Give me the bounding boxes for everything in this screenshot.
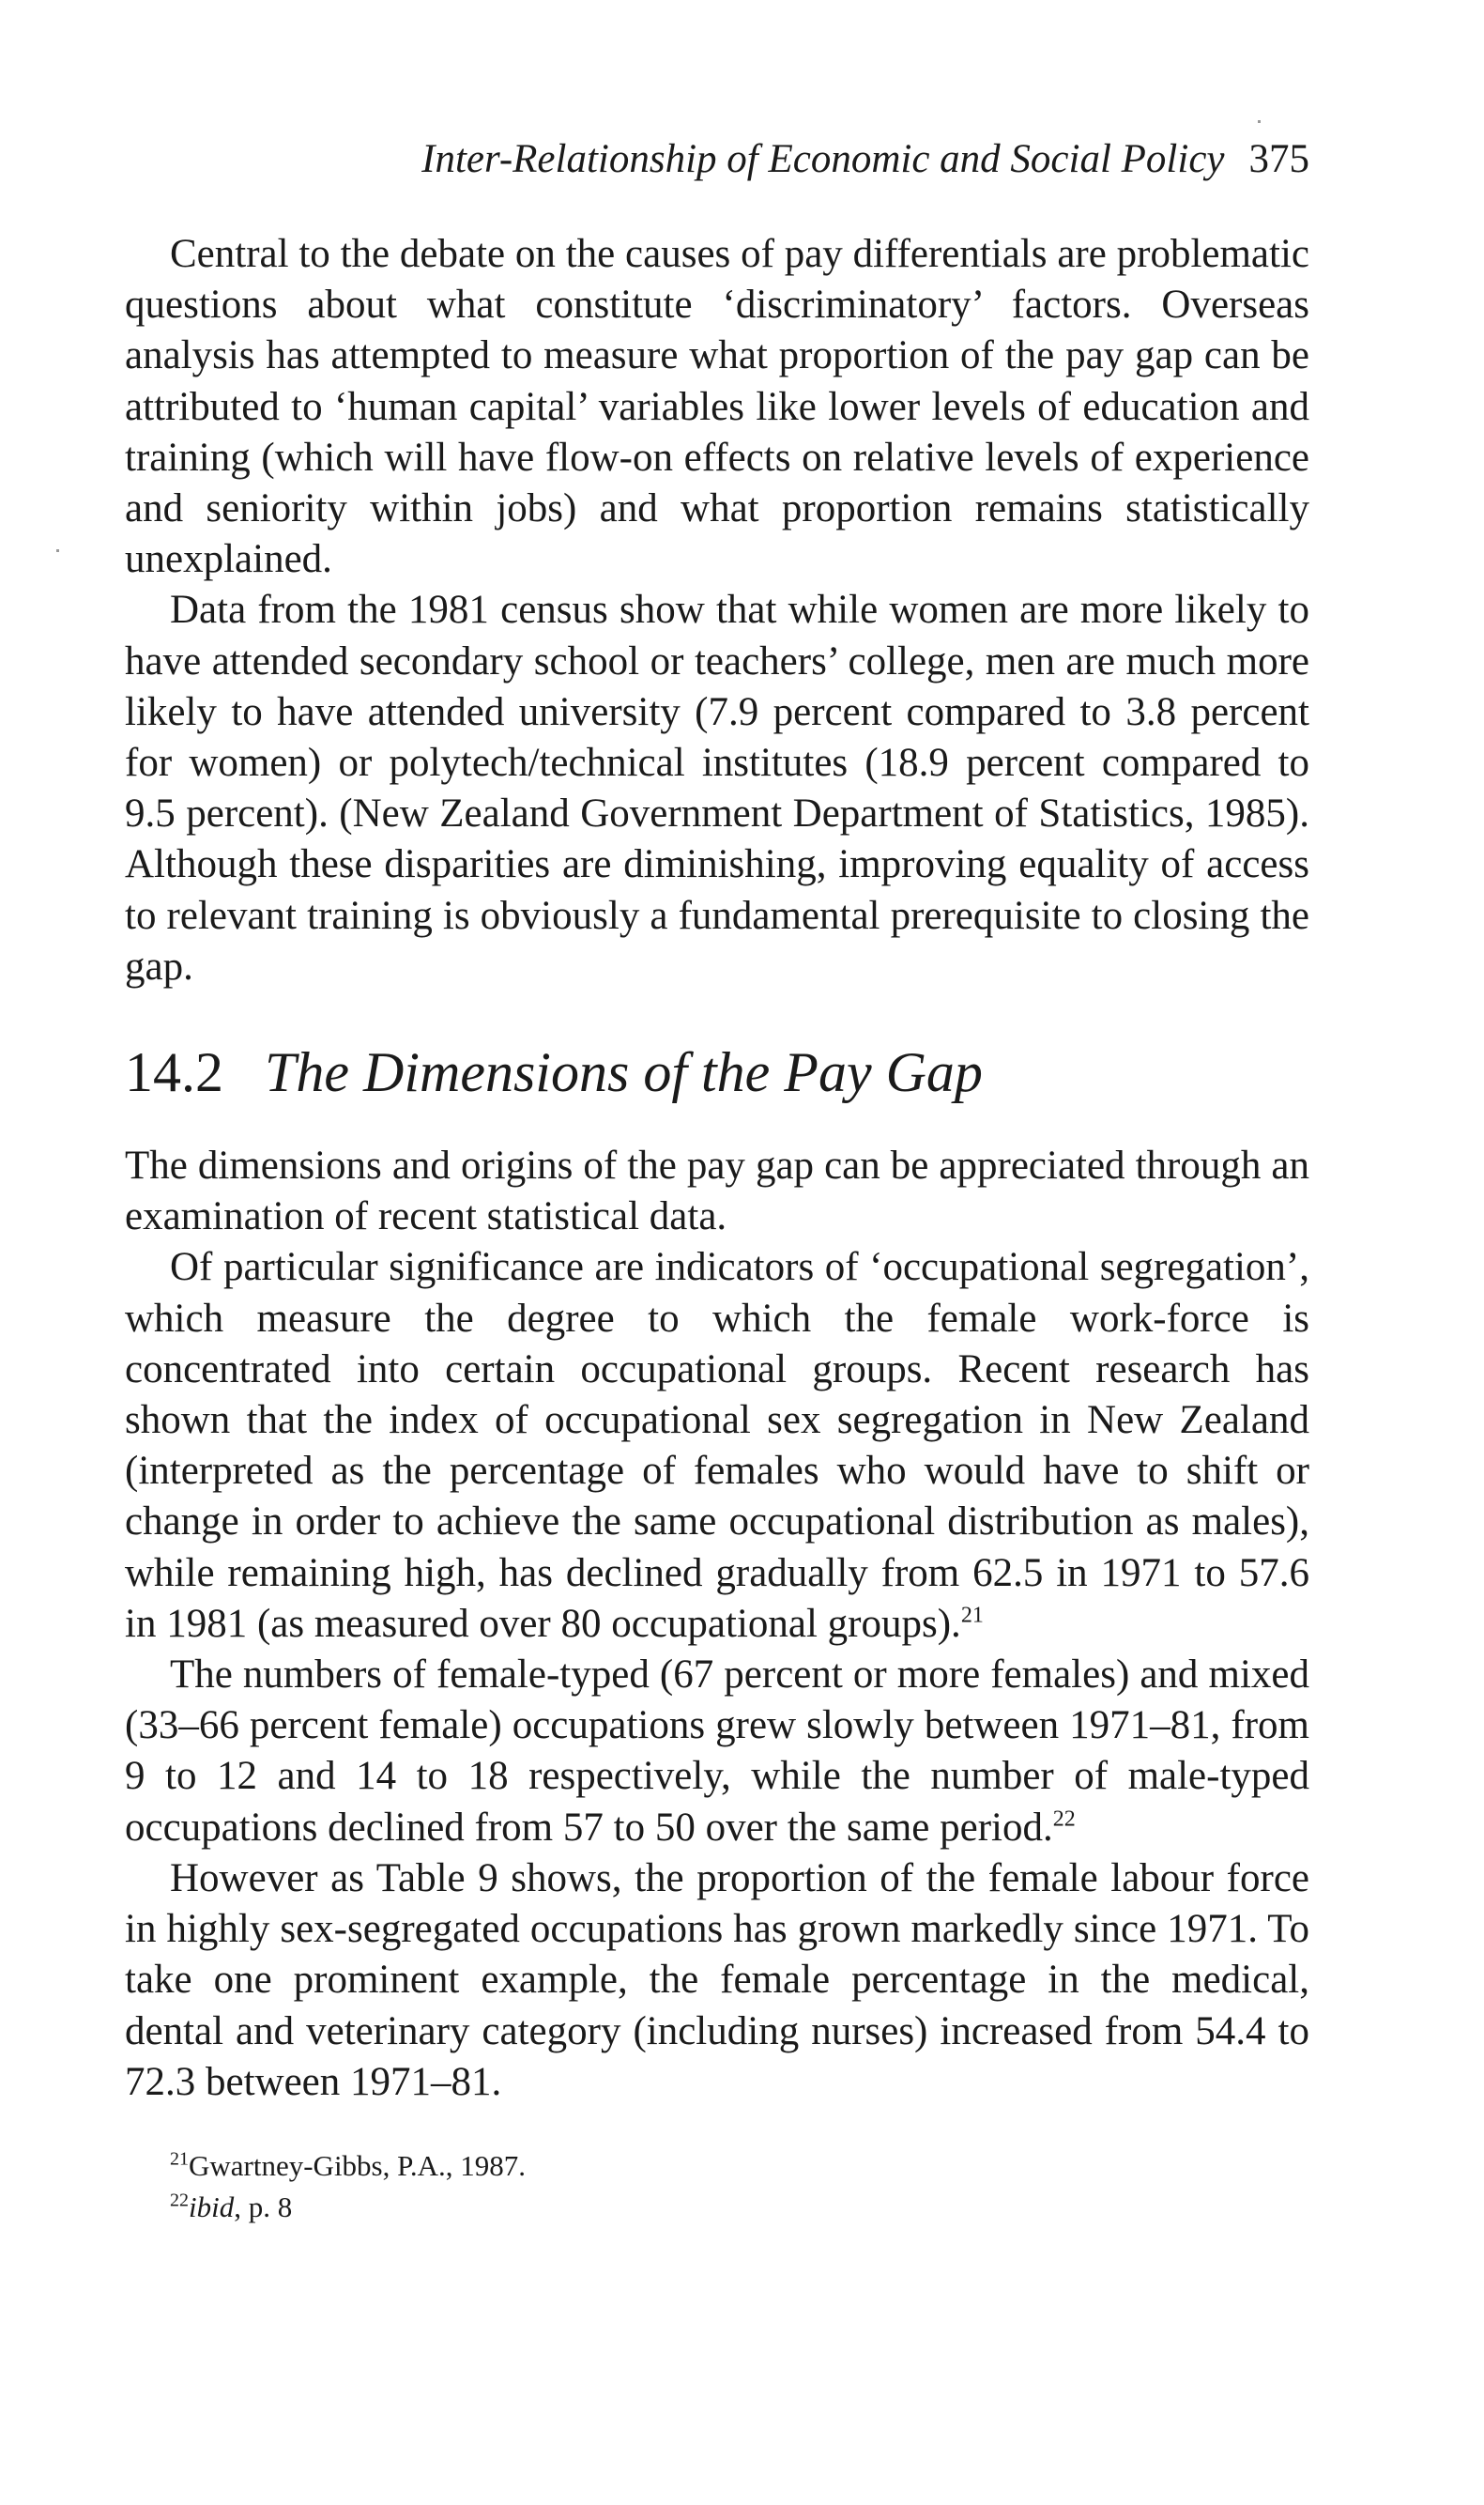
paragraph xyxy=(125,1242,1309,1650)
paragraph-text: Of particular significance are indicators of ‘occupational segregation’, which measure the degree to which the female work-force is concentrated into certain occupational groups. Recent research has shown that the index of occupational sex segregation in New Zealand (interpreted as the percentage of females who would have to shift or change in order to achieve the same occupational distribution as males), while remaining high, has declined gradually from 62.5 in 1971 to 57.6 in 1981 (as measured over 80 occupational groups). xyxy=(125,1245,1309,1646)
footnote xyxy=(125,2145,1309,2187)
running-head-title: Inter-Relationship of Economic and Social Policy xyxy=(421,137,1225,181)
paragraph: However as Table 9 shows, the proportion of the female labour force in highly sex-segregated occupations has grown markedly since 1971. To take one prominent example, the female percentage in the medical, dental and veterinary category (including nurses) increased from 54.4 to 72.3 between 1971–81. xyxy=(125,1855,1309,2104)
paragraph xyxy=(125,1650,1309,1853)
footnote-text-italic: ibid xyxy=(189,2190,235,2223)
section-title: The Dimensions of the Pay Gap xyxy=(265,1041,983,1104)
footnote-text: Gwartney-Gibbs, P.A., 1987. xyxy=(189,2148,527,2182)
margin-mark xyxy=(1258,120,1261,123)
paragraph-text: The numbers of female-typed (67 percent or more females) and mixed (33–66 percent female) occupations grew slowly between 1971–81, from 9 to 12 and 14 to 18 respectively, while the number of male-typed occupations declined from 57 to 50 over the same period. xyxy=(125,1652,1309,1850)
page-number: 375 xyxy=(1248,137,1309,181)
body-text xyxy=(125,229,1309,2228)
paragraph: Data from the 1981 census show that while women are more likely to have attended secondary school or teachers’ college, men are much more likely to have attended university (7.9 percent compared to 3.8 percent for women) or polytech/technical institutes (18.9 percent compared to 9.5 percent). (New Zealand Government Department of Statistics, 1985). Although these disparities are diminishing, improving equality of access to relevant training is obviously a fundamental prerequisite to closing the gap. xyxy=(125,588,1309,989)
footnote-marker: 21 xyxy=(170,2148,189,2170)
section-number: 14.2 xyxy=(125,1041,223,1104)
footnote-marker: 22 xyxy=(170,2190,189,2211)
footnote-reference: 22 xyxy=(1052,1806,1076,1832)
footnotes xyxy=(125,2145,1309,2228)
footnote xyxy=(125,2187,1309,2228)
footnote-reference: 21 xyxy=(960,1603,984,1628)
running-head xyxy=(421,139,1309,179)
paragraph: The dimensions and origins of the pay gap can be appreciated through an examination of recent statistical data. xyxy=(125,1144,1309,1239)
section-heading xyxy=(125,1041,1309,1103)
footnote-text: , p. 8 xyxy=(234,2190,293,2223)
paragraph: Central to the debate on the causes of pay differentials are problematic questions about what constitute ‘discriminatory’ factors. Overseas analysis has attempted to measure what proportion of the pay gap can be attributed to ‘human capital’ variables like lower levels of education and training (which will have flow-on effects on relative levels of experience and seniority within jobs) and what proportion remains statistically unexplained. xyxy=(125,232,1309,582)
margin-mark xyxy=(56,549,59,552)
